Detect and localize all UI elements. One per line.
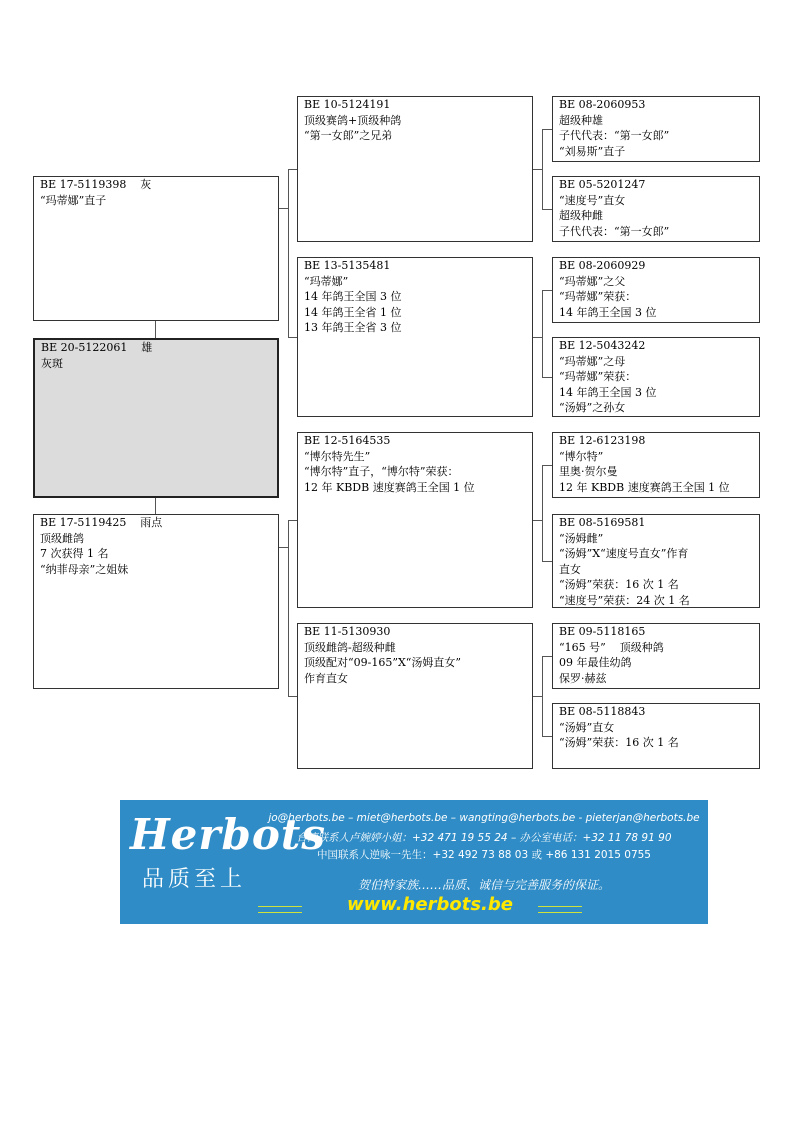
ssd-box [552, 176, 760, 242]
pedigree-line: 12 年 KBDB 速度赛鸽王全国 1 位 [304, 480, 475, 494]
pedigree-line: 顶级赛鸽+顶级种鸽 [304, 113, 402, 127]
website-link[interactable]: www.herbots.be [347, 894, 513, 915]
pedigree-line: “博尔特”直子，“博尔特”荣获： [304, 465, 459, 478]
slogan: 品质至上 [142, 867, 247, 892]
pedigree-line: “博尔特先生” [304, 449, 371, 463]
pedigree-line: BE 12-6123198 [559, 434, 646, 447]
pedigree-line: “速度号”荣获：24 次 1 名 [559, 593, 690, 607]
pedigree-line: “玛蒂娜”之父 [559, 274, 626, 288]
pedigree-line: “汤姆”X“速度号直女”作育 [559, 547, 689, 560]
connector [533, 520, 542, 521]
pedigree-line: BE 08-2060953 [559, 98, 646, 111]
connector [542, 129, 552, 130]
pedigree-line: 09 年最佳幼鸽 [559, 656, 632, 669]
pedigree-line: 灰斑 [41, 356, 63, 370]
pedigree-line: “汤姆”荣获：16 次 1 名 [559, 736, 679, 749]
dam-sire-box [297, 432, 533, 608]
connector [279, 547, 288, 548]
pedigree-line: “玛蒂娜”荣获： [559, 370, 637, 383]
dsd-box [552, 514, 760, 608]
decorative-lines-right [538, 906, 582, 913]
pedigree-line: “博尔特” [559, 449, 604, 463]
pedigree-line: 7 次获得 1 名 [40, 547, 109, 560]
connector [542, 656, 552, 657]
pedigree-line: BE 12-5043242 [559, 339, 646, 352]
dds-box [552, 623, 760, 689]
pedigree-line: 顶级雌鸽-超级种雌 [304, 640, 396, 654]
pedigree-line: 12 年 KBDB 速度赛鸽王全国 1 位 [559, 480, 730, 494]
contact-emails[interactable]: jo@herbots.be – miet@herbots.be – wangting@herbots.be - pieterjan@herbots.be [268, 812, 700, 824]
pedigree-line: 子代代表：“第一女郎” [559, 129, 670, 142]
decorative-lines-left [258, 906, 302, 913]
pedigree-line: “汤姆”之孙女 [559, 401, 626, 414]
sire-dam-box [297, 257, 533, 417]
ddd-box [552, 703, 760, 769]
connector [542, 209, 552, 210]
pedigree-line: BE 12-5164535 [304, 434, 391, 447]
connector [279, 208, 288, 209]
pedigree-line: 超级种雄 [559, 113, 603, 127]
pedigree-line: BE 05-5201247 [559, 178, 646, 191]
pedigree-line: 保罗·赫兹 [559, 671, 607, 685]
sire-sire-box [297, 96, 533, 242]
pedigree-line: BE 08-5169581 [559, 516, 646, 529]
pedigree-line: “汤姆”直女 [559, 720, 615, 734]
pedigree-line: BE 09-5118165 [559, 625, 646, 638]
pedigree-line: 超级种雌 [559, 209, 603, 222]
herbots-logo: Herbots [130, 810, 326, 859]
dss-box [552, 432, 760, 498]
sds-box [552, 257, 760, 323]
connector [542, 656, 543, 736]
contact-china: 中国联系人逆咏一先生：+32 492 73 88 03 或 +86 131 2015 0755 [317, 849, 651, 861]
connector [533, 169, 542, 170]
pedigree-line: “汤姆”荣获：16 次 1 名 [559, 578, 679, 591]
pedigree-line: BE 17-5119425 雨点 [40, 516, 163, 529]
pedigree-line: “165 号” 顶级种鸽 [559, 640, 664, 654]
pedigree-line: “纳菲母亲”之姐妹 [40, 562, 129, 576]
pedigree-line: “玛蒂娜” [304, 274, 349, 288]
connector [288, 169, 289, 337]
pedigree-line: “汤姆雌” [559, 531, 604, 545]
connector [288, 337, 297, 338]
connector [533, 337, 542, 338]
connector [533, 696, 542, 697]
pedigree-line: 14 年鸽王全国 3 位 [304, 290, 402, 303]
connector [542, 561, 552, 562]
pedigree-line: “玛蒂娜”直子 [40, 193, 107, 207]
pedigree-line: 13 年鸽王全省 3 位 [304, 321, 402, 334]
pedigree-line: “第一女郎”之兄弟 [304, 129, 393, 142]
pedigree-line: BE 20-5122061 雄 [41, 341, 153, 354]
pedigree-line: BE 17-5119398 灰 [40, 178, 152, 191]
pedigree-line: 14 年鸽王全省 1 位 [304, 305, 402, 319]
pedigree-line: “速度号”直女 [559, 193, 626, 207]
pedigree-line: 顶级雌鸽 [40, 531, 84, 545]
pedigree-line: “玛蒂娜”荣获： [559, 290, 637, 303]
pedigree-line: BE 10-5124191 [304, 98, 391, 111]
pedigree-line: 14 年鸽王全国 3 位 [559, 385, 657, 399]
pedigree-line: 14 年鸽王全国 3 位 [559, 305, 657, 319]
connector [155, 321, 156, 338]
tagline: 贺伯特家族……品质、诚信与完善服务的保证。 [357, 878, 610, 892]
connector [542, 465, 552, 466]
connector [542, 736, 552, 737]
subject-box [33, 338, 279, 498]
connector [542, 290, 552, 291]
sdd-box [552, 337, 760, 417]
pedigree-line: 里奥·贺尔曼 [559, 465, 618, 478]
pedigree-line: “刘易斯”直子 [559, 144, 626, 158]
pedigree-line: 子代代表：“第一女郎” [559, 224, 670, 238]
connector [288, 520, 289, 696]
connector [155, 498, 156, 514]
connector [288, 169, 297, 170]
herbots-banner [120, 800, 708, 924]
pedigree-line: BE 08-5118843 [559, 705, 646, 718]
pedigree-line: “玛蒂娜”之母 [559, 354, 626, 368]
connector [288, 696, 297, 697]
pedigree-line: 直女 [559, 562, 581, 576]
pedigree-line: BE 08-2060929 [559, 259, 646, 272]
connector [542, 290, 543, 377]
pedigree-line: BE 13-5135481 [304, 259, 391, 272]
dam-dam-box [297, 623, 533, 769]
pedigree-line: 作育直女 [304, 671, 348, 685]
contact-taiwan: 台湾联系人卢婉婷小姐：+32 471 19 55 24 – 办公室电话：+32 11 78 91 90 [296, 832, 672, 844]
connector [542, 465, 543, 561]
dam-box [33, 514, 279, 689]
pedigree-line: BE 11-5130930 [304, 625, 391, 638]
connector [542, 377, 552, 378]
sire-box [33, 176, 279, 321]
connector [542, 129, 543, 209]
sss-box [552, 96, 760, 162]
pedigree-line: 顶级配对“09-165”X“汤姆直女” [304, 656, 462, 669]
connector [288, 520, 297, 521]
